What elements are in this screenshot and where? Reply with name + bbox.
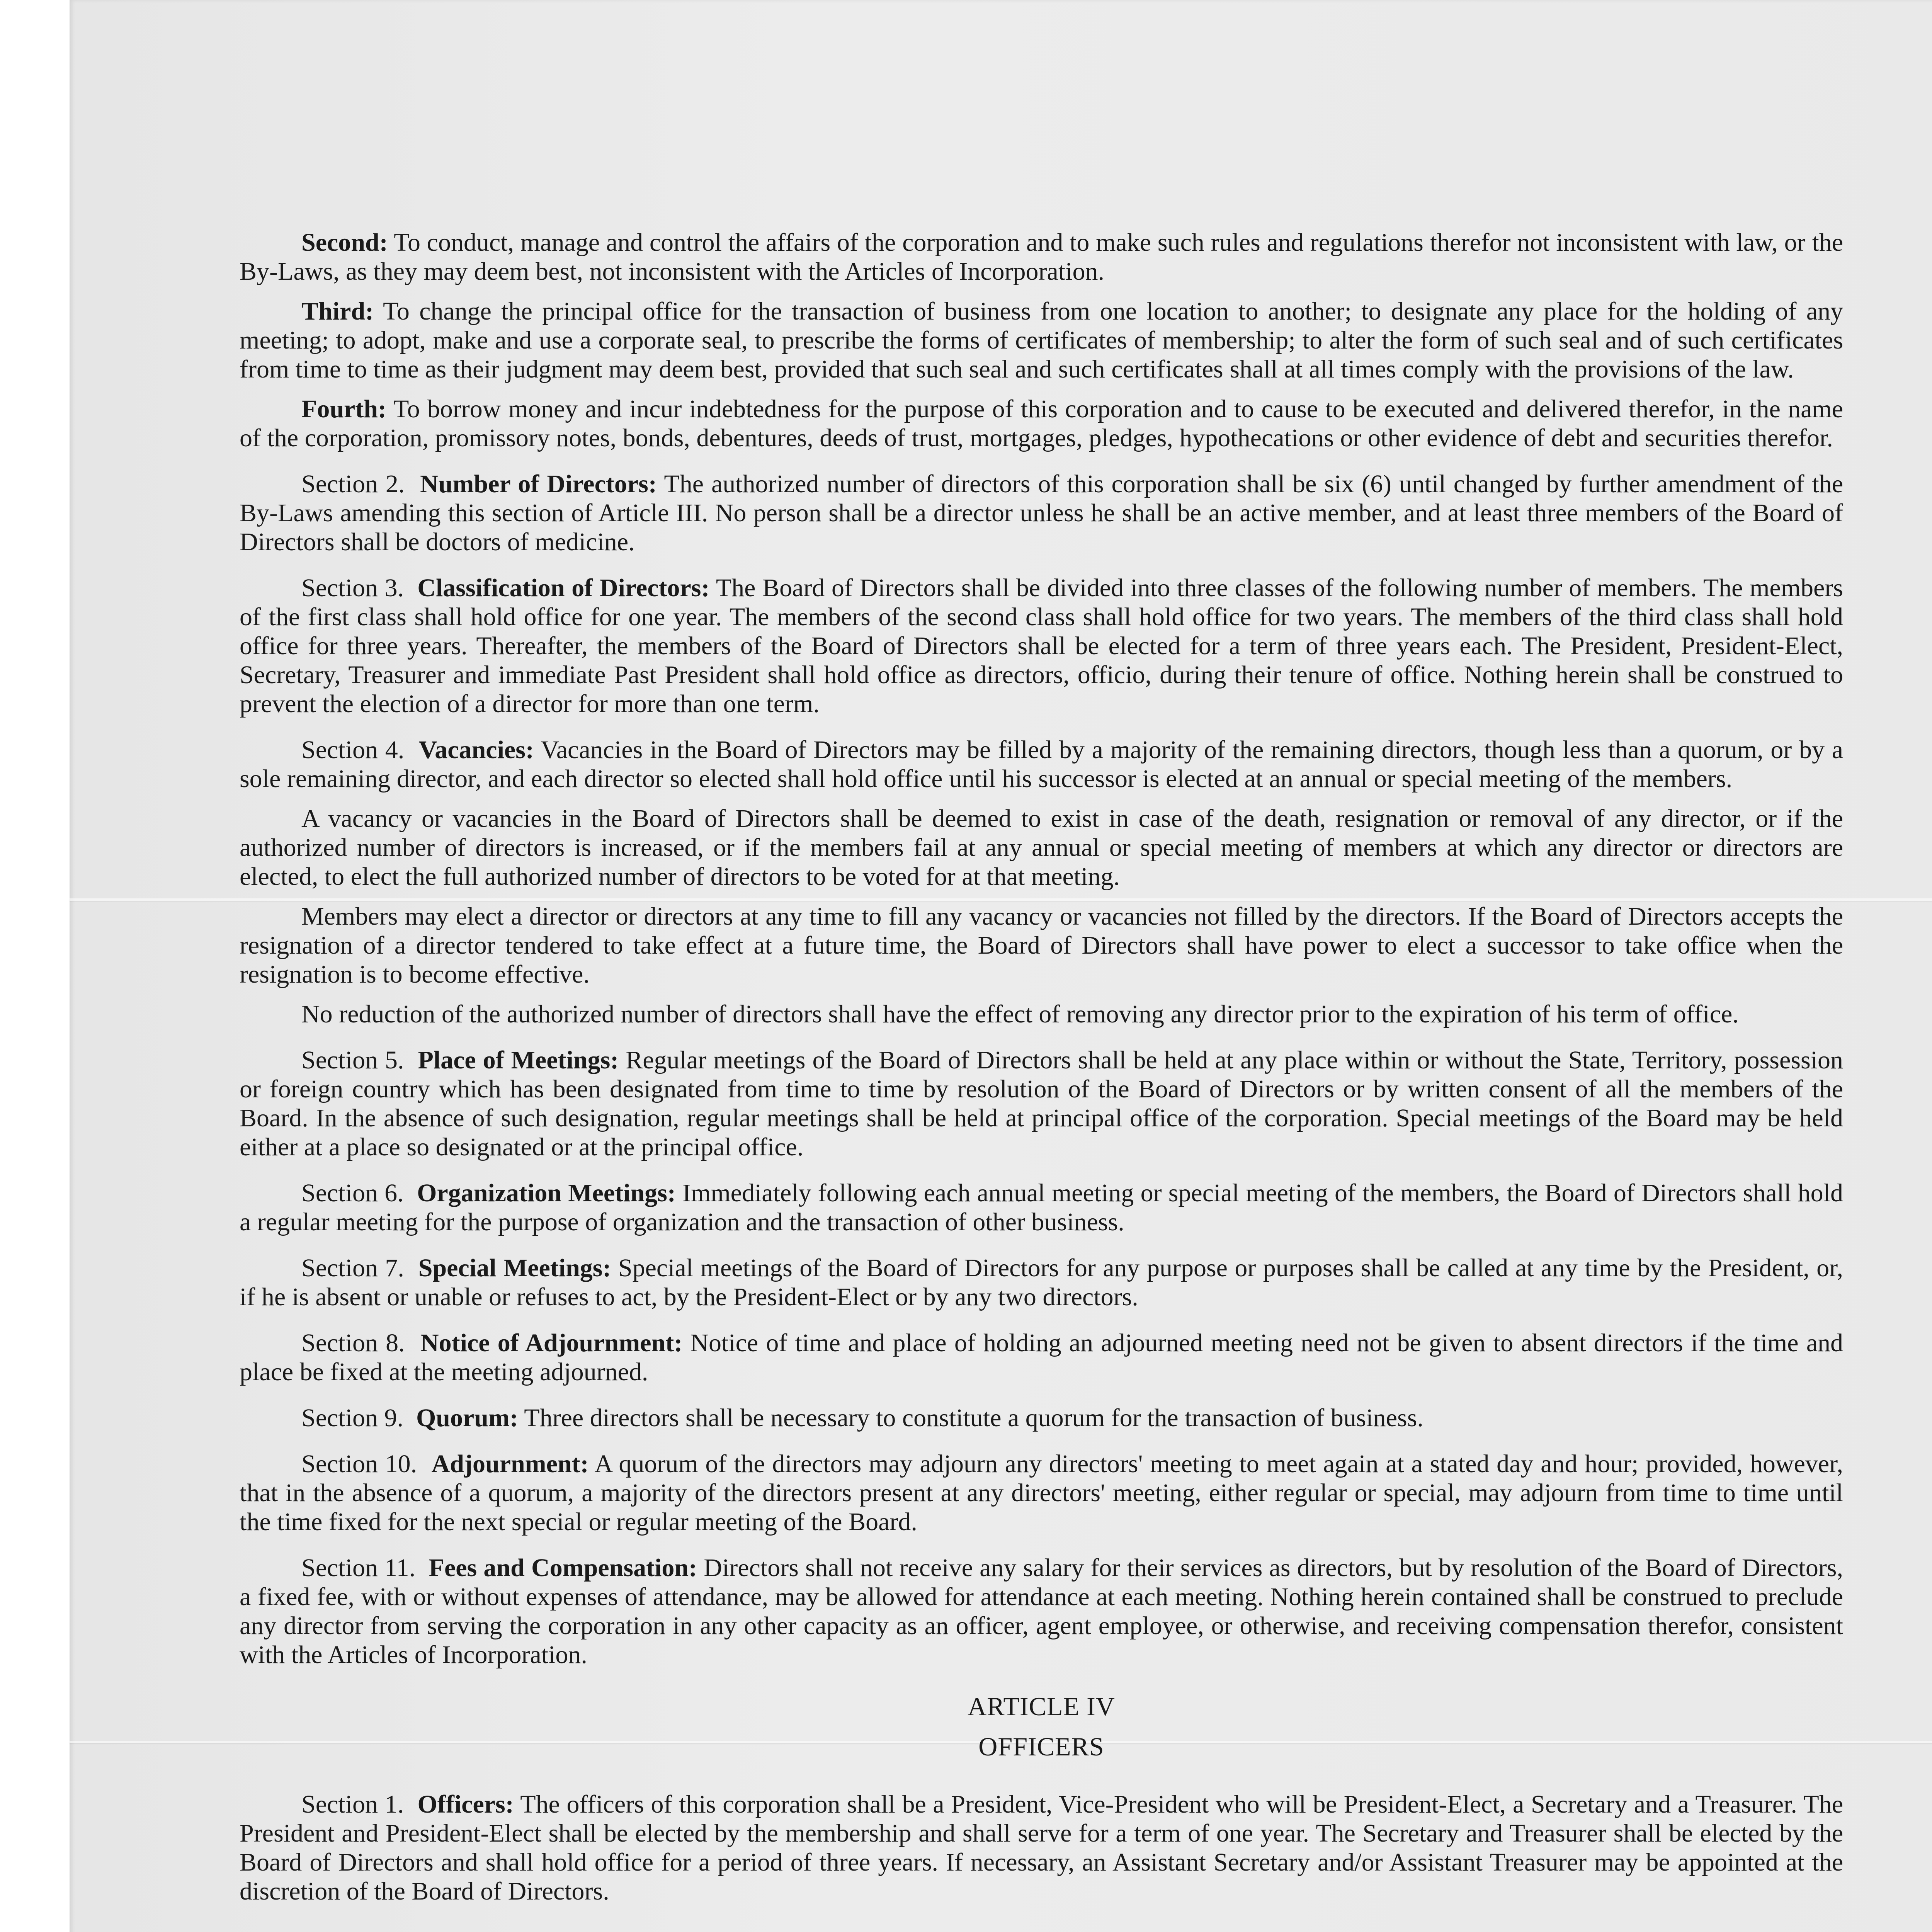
section-text: A quorum of the directors may adjourn any directors' meeting to meet again at a stated day and hour; provided, however, that in the absence of a quorum, a majority of the directors present at any directors' meeting, either regular or special, may adjourn from time to time until the time fixed for the next special or regular meeting of the Board. [240, 1450, 1844, 1536]
section-4-vacancies [240, 735, 1843, 793]
section-number: Section 2. [301, 470, 405, 498]
power-text: To change the principal office for the transaction of business from one location to another; to designate any place for the holding of any meeting; to adopt, make and use a corporate seal, to prescribe the forms of certificates of membership; to alter the form of such seal and of such certificates from time to time as their judgment may deem best, provided that such seal and such certificates shall at all times comply with the provisions of the law. [240, 297, 1843, 383]
section-text: Three directors shall be necessary to constitute a quorum for the transaction of business. [518, 1404, 1423, 1432]
section-text: Directors shall not receive any salary for their services as directors, but by resolution of the Board of Directors, a fixed fee, with or without expenses of attendance, may be allowed for attendance at each meeting. Nothing herein contained shall be construed to preclude any director from serving the corporation in any other capacity as an officer, agent employee, or otherwise, and receiving compensation therefor, consistent with the Articles of Incorporation. [240, 1554, 1843, 1669]
section-number: Section 11. [301, 1554, 416, 1582]
section-7-special-meetings [240, 1253, 1843, 1311]
section-text: The officers of this corporation shall be a President, Vice-President who will be President-Elect, a Secretary and a Treasurer. The President and President-Elect shall be elected by the membership and shall serve for a term of one year. The Secretary and Treasurer shall be elected by the Board of Directors and shall hold office for a period of three years. If necessary, an Assistant Secretary and/or Assistant Treasurer may be appointed at the discretion of the Board of Directors. [240, 1790, 1844, 1905]
section-title: Notice of Adjournment: [420, 1329, 683, 1357]
section-number: Section 6. [301, 1179, 404, 1207]
section-title: Vacancies: [418, 736, 534, 764]
section-10-adjournment [240, 1449, 1843, 1536]
section-text: Vacancies in the Board of Directors may be filled by a majority of the remaining directors, though less than a quorum, or by a sole remaining director, and each director so elected shall hold office until his successor is elected at an annual or special meeting of the members. [240, 736, 1844, 793]
section-8-notice-of-adjournment [240, 1328, 1843, 1386]
section-4-paragraph: Members may elect a director or directors at any time to fill any vacancy or vacancies not filled by the directors. If the Board of Directors accepts the resignation of a director tendered to take effect at a future time, the Board of Directors shall have power to elect a successor to take office when the resignation is to become effective. [240, 902, 1843, 988]
section-6-organization-meetings [240, 1179, 1843, 1236]
section-text: Regular meetings of the Board of Directors shall be held at any place within or without the State, Territory, possession or foreign country which has been designated from time to time by resolution of the Board of Directors or by written consent of all the members of the Board. In the absence of such designation, regular meetings shall be held at principal office of the corporation. Special meetings of the Board may be held either at a place so designated or at the principal office. [240, 1046, 1843, 1161]
section-2-number-of-directors [240, 469, 1843, 556]
section-title: Special Meetings: [418, 1254, 611, 1282]
document-body [240, 228, 1843, 1923]
article-subheading: OFFICERS [978, 1732, 1104, 1761]
power-text: To borrow money and incur indebtedness for the purpose of this corporation and to cause to be executed and delivered therefor, in the name of the corporation, promissory notes, bonds, debentures, deeds of trust, mortgages, pledges, hypothecations or other evidence of debt and securities therefor. [240, 395, 1843, 452]
section-text: Notice of time and place of holding an adjourned meeting need not be given to absent directors if the time and place be fixed at the meeting adjourned. [240, 1329, 1843, 1386]
section-title: Number of Directors: [420, 470, 657, 498]
section-title: Fees and Compensation: [429, 1554, 697, 1582]
section-title: Classification of Directors: [417, 574, 710, 602]
section-11-fees-and-compensation [240, 1553, 1843, 1669]
section-text: The Board of Directors shall be divided into three classes of the following number of members. The members of the first class shall hold office for one year. The members of the second class shall hold office for two years. The members of the third class shall hold office for three years. Thereafter, the members of the Board of Directors shall be elected for a term of three years each. The President, President-Elect, Secretary, Treasurer and immediate Past President shall hold office as directors, officio, during their tenure of office. Nothing herein shall be construed to prevent the election of a director for more than one term. [240, 574, 1843, 718]
section-number: Section 9. [301, 1404, 403, 1432]
section-4-paragraph: A vacancy or vacancies in the Board of Directors shall be deemed to exist in case of the death, resignation or removal of any director, or if the authorized number of directors is increased, or if the members fail at any annual or special meeting of members at which any director or directors are elected, to elect the full authorized number of directors to be voted for at that meeting. [240, 804, 1843, 891]
scan-background [0, 0, 70, 1932]
section-text: The authorized number of directors of this corporation shall be six (6) until changed by further amendment of the By-Laws amending this section of Article III. No person shall be a director unless he shall be an active member, and at least three members of the Board of Directors shall be doctors of medicine. [240, 470, 1844, 556]
power-label: Third: [301, 297, 374, 325]
section-9-quorum [240, 1403, 1843, 1432]
section-text: Immediately following each annual meeting or special meeting of the members, the Board of Directors shall hold a regular meeting for the purpose of organization and the transaction of other business. [240, 1179, 1844, 1236]
power-third [240, 297, 1843, 384]
section-4-paragraph: No reduction of the authorized number of directors shall have the effect of removing any director prior to the expiration of his term of office. [301, 1000, 1739, 1028]
section-number: Section 4. [301, 736, 405, 764]
section-number: Section 8. [301, 1329, 405, 1357]
section-number: Section 3. [301, 574, 404, 602]
power-fourth [240, 395, 1843, 452]
power-second [240, 228, 1843, 286]
section-number: Section 7. [301, 1254, 404, 1282]
section-title: Officers: [417, 1790, 514, 1818]
article-heading: ARTICLE IV [968, 1692, 1115, 1721]
section-5-place-of-meetings [240, 1046, 1843, 1162]
section-title: Organization Meetings: [417, 1179, 676, 1207]
section-number: Section 5. [301, 1046, 404, 1074]
power-text: To conduct, manage and control the affairs of the corporation and to make such rules and regulations therefor not inconsistent with law, or the By-Laws, as they may deem best, not inconsistent with the Articles of Incorporation. [240, 228, 1843, 286]
power-label: Fourth: [301, 395, 386, 423]
section-3-classification [240, 573, 1843, 718]
section-number: Section 10. [301, 1450, 417, 1478]
article-iv-section-1-officers [240, 1790, 1843, 1906]
power-label: Second: [301, 228, 388, 257]
section-text: Special meetings of the Board of Directors for any purpose or purposes shall be called at any time by the President, or, if he is absent or unable or refuses to act, by the President-Elect or by any two directors. [240, 1254, 1844, 1311]
section-number: Section 1. [301, 1790, 404, 1818]
section-title: Adjournment: [431, 1450, 589, 1478]
section-title: Quorum: [416, 1404, 518, 1432]
section-title: Place of Meetings: [418, 1046, 619, 1074]
